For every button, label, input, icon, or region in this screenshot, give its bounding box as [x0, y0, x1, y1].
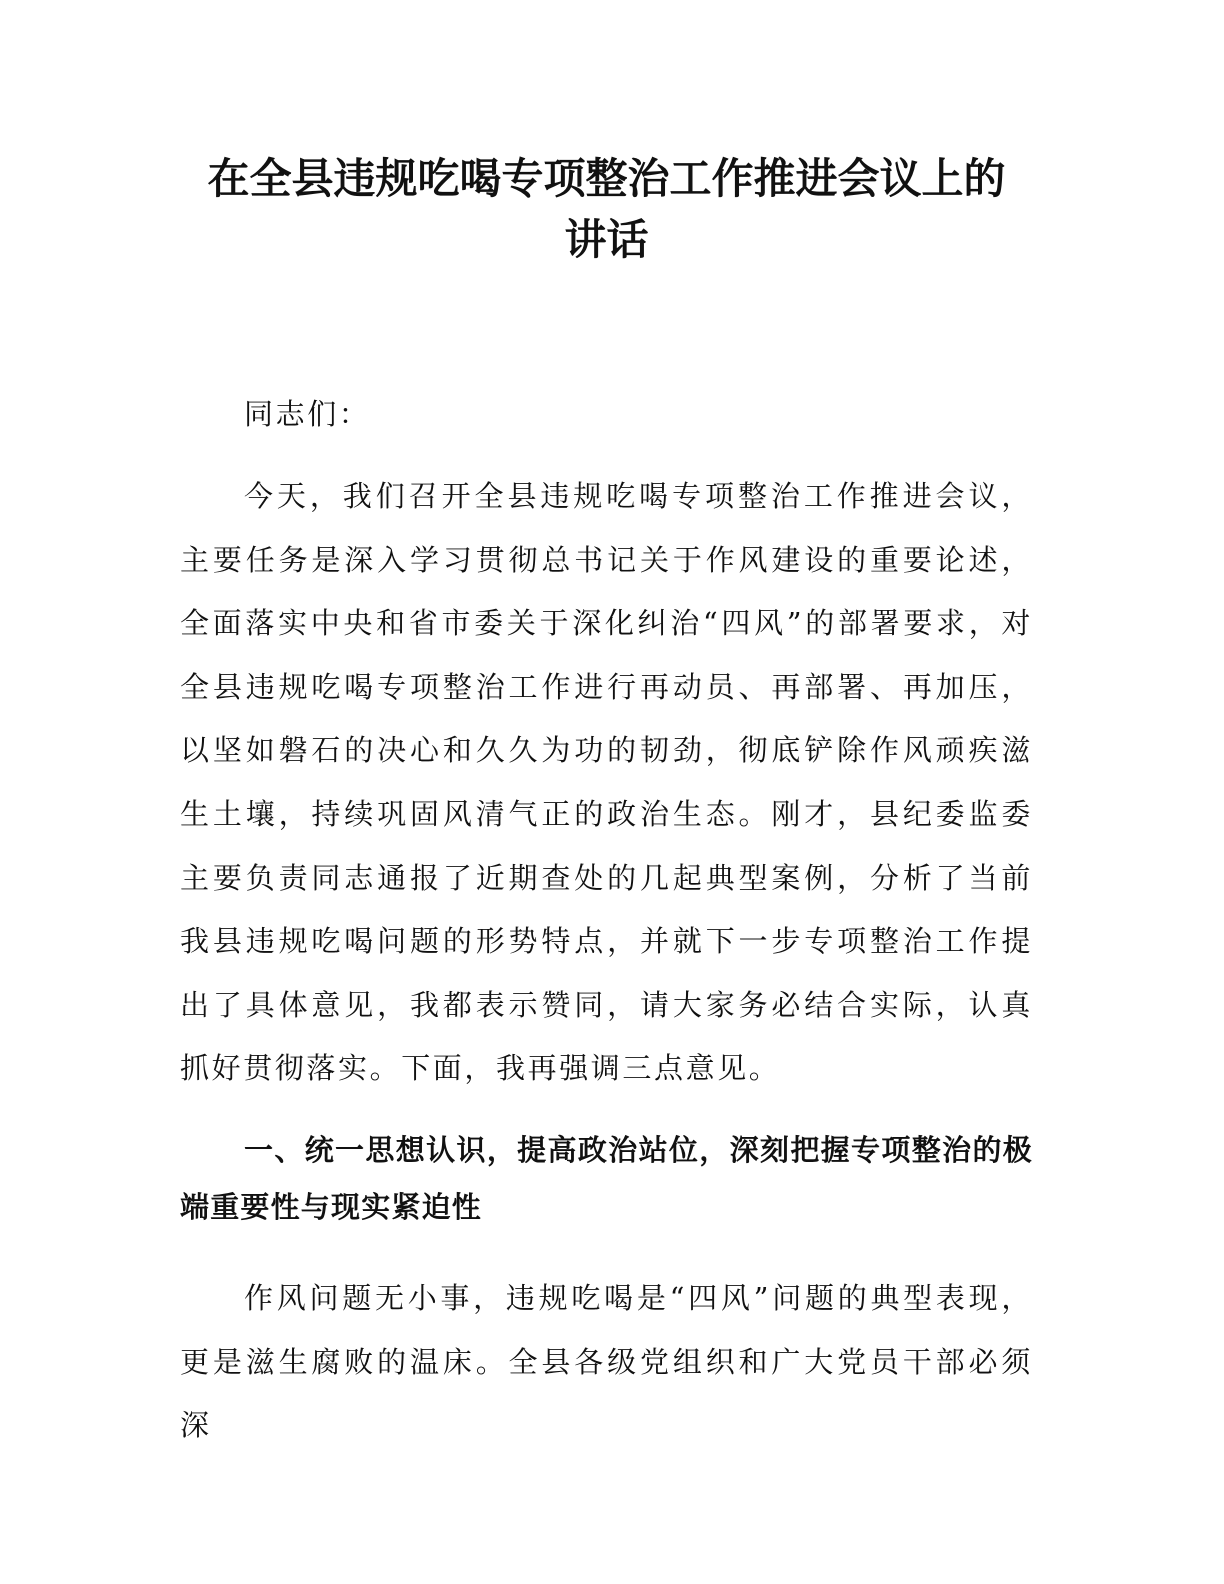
paragraph-intro: 今天，我们召开全县违规吃喝专项整治工作推进会议，主要任务是深入学习贯彻总书记关于作风建设的重要论述，全面落实中央和省市委关于深化纠治“四风”的部署要求，对全县违规吃喝专项整治工作进行再动员、再部署、再加压，以坚如磐石的决心和久久为功的韧劲，彻底铲除作风顽疾滋生土壤，持续巩固风清气正的政治生态。刚才，县纪委监委主要负责同志通报了近期查处的几起典型案例，分析了当前我县违规吃喝问题的形势特点，并就下一步专项整治工作提出了具体意见，我都表示赞同，请大家务必结合实际，认真抓好贯彻落实。下面，我再强调三点意见。 — [180, 479, 1033, 1086]
document-title-line-1: 在全县违规吃喝专项整治工作推进会议上的 — [207, 154, 1006, 203]
document-page — [180, 0, 1033, 1584]
document-title — [180, 148, 1033, 270]
section-heading-1: 一、统一思想认识，提高政治站位，深刻把握专项整治的极端重要性与现实紧迫性 — [180, 1133, 1033, 1224]
salutation: 同志们： — [244, 397, 371, 431]
paragraph-section-1: 作风问题无小事，违规吃喝是“四风”问题的典型表现，更是滋生腐败的温床。全县各级党组织和广大党员干部必须深 — [180, 1281, 1033, 1443]
document-title-line-2: 讲话 — [564, 215, 649, 264]
